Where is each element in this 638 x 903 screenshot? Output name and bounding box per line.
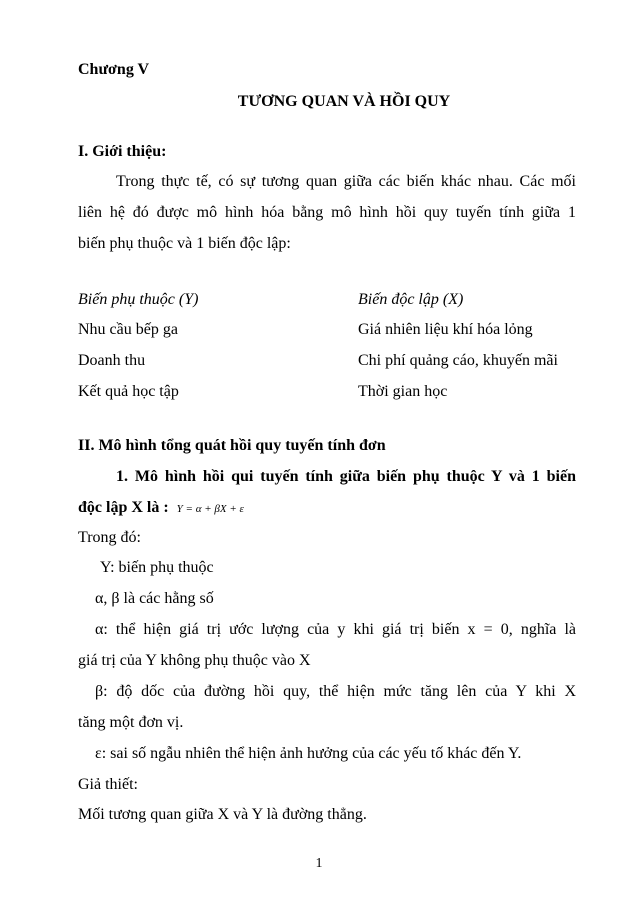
independent-item: Giá nhiên liệu khí hóa lỏng [358, 321, 533, 338]
section1-para-line3: biến phụ thuộc và 1 biến độc lập: [78, 235, 291, 252]
where-label: Trong đó: [78, 529, 141, 546]
alpha-def-line2: giá trị của Y không phụ thuộc vào X [78, 652, 311, 669]
y-definition: Y: biến phụ thuộc [100, 559, 214, 576]
assumption-text: Mối tương quan giữa X và Y là đường thẳng. [78, 806, 367, 823]
section1-para-line1: Trong thực tế, có sự tương quan giữa các biến khác nhau. Các mối [116, 173, 576, 190]
dependent-header: Biến phụ thuộc (Y) [78, 291, 199, 308]
alpha-def-line1: α: thể hiện giá trị ước lượng của y khi giá trị biến x = 0, nghĩa là [95, 621, 576, 638]
alpha-beta-definition: α, β là các hằng số [95, 590, 214, 607]
sub1-line2: độc lập X là : [78, 499, 169, 516]
beta-def-line1: β: độ dốc của đường hồi quy, thể hiện mức tăng lên của Y khi X [95, 683, 576, 700]
dependent-item: Doanh thu [78, 352, 146, 369]
independent-item: Chi phí quảng cáo, khuyến mãi [358, 352, 558, 369]
assumption-label: Giả thiết: [78, 776, 138, 793]
page-title: TƯƠNG QUAN VÀ HỒI QUY [237, 93, 451, 110]
chapter-label: Chương V [78, 61, 150, 78]
epsilon-definition: ε: sai số ngẫu nhiên thể hiện ảnh hưởng của các yếu tố khác đến Y. [95, 745, 522, 762]
beta-def-line2: tăng một đơn vị. [78, 714, 184, 731]
independent-item: Thời gian học [358, 383, 448, 400]
sub1-line2-wrap [78, 498, 576, 519]
regression-formula: Y = α + βX + ε [176, 503, 244, 515]
section1-heading: I. Giới thiệu: [78, 143, 167, 160]
page-number: 1 [315, 856, 323, 871]
dependent-item: Kết quả học tập [78, 383, 179, 400]
sub1-line1: 1. Mô hình hồi qui tuyến tính giữa biến phụ thuộc Y và 1 biến [116, 468, 576, 485]
section2-heading: II. Mô hình tổng quát hồi quy tuyến tính đơn [78, 437, 386, 454]
dependent-item: Nhu cầu bếp ga [78, 321, 178, 338]
section1-para-line2: liên hệ đó được mô hình hóa bằng mô hình hồi quy tuyến tính giữa 1 [78, 204, 576, 221]
independent-header: Biến độc lập (X) [358, 291, 464, 308]
